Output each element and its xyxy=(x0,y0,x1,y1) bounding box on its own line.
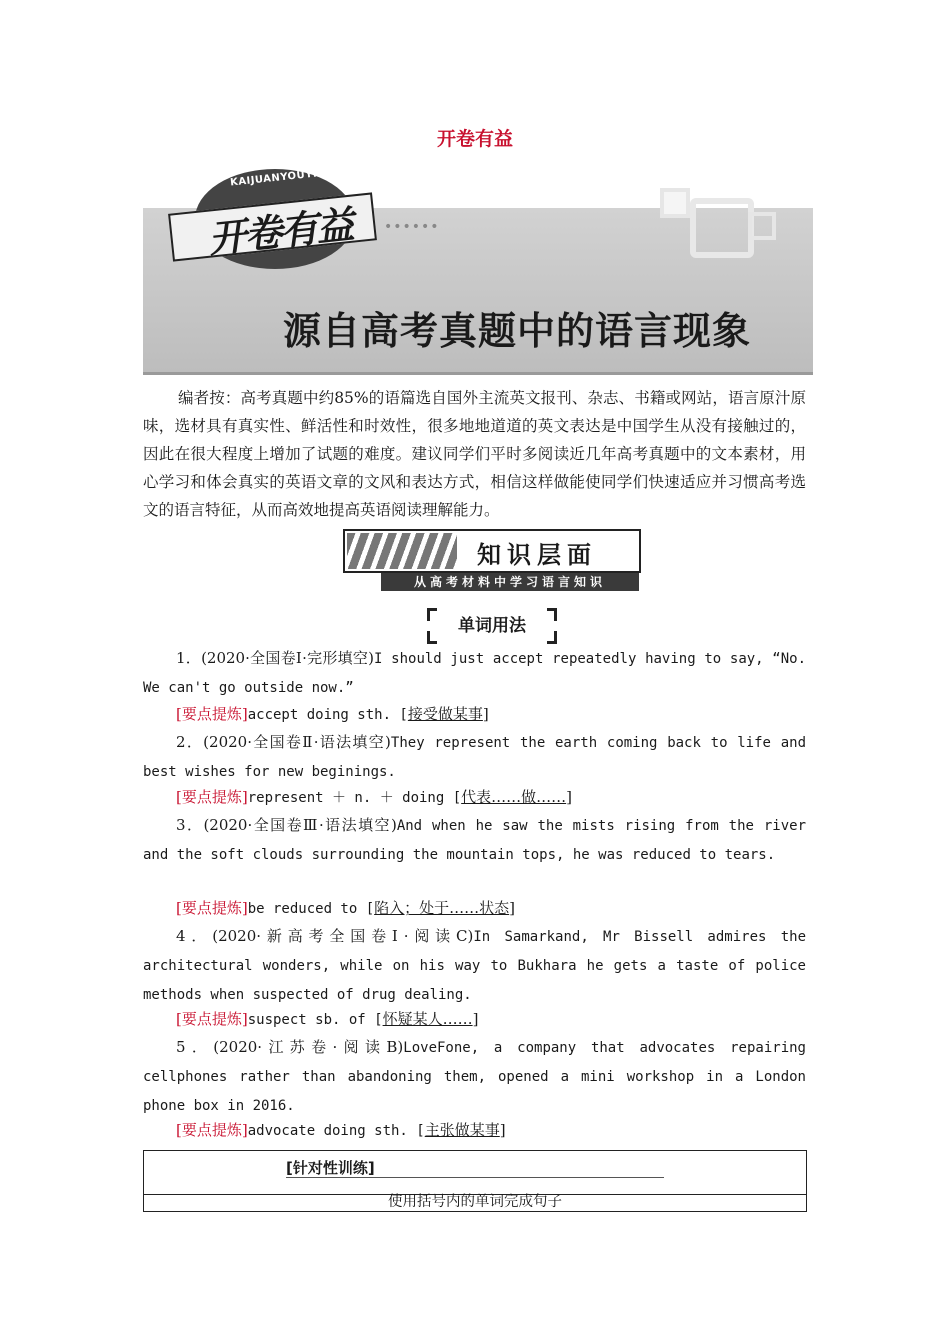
practice-instruction: 使用括号内的单词完成句子 xyxy=(388,1194,562,1210)
section-header xyxy=(343,529,639,591)
item-source: (2020·新高考全国卷Ⅰ·阅读C) xyxy=(212,927,474,945)
stripes-decoration xyxy=(347,533,457,569)
section-subtitle: 从高考材料中学习语言知识 xyxy=(381,573,639,591)
item-sentence: And when he saw the mists rising from the river and the soft clouds surrounding the mountain tops, he was reduced to tears. xyxy=(143,818,806,863)
bracket-corner xyxy=(427,608,437,621)
logo-pinyin: KAIJUANYOUYI xyxy=(229,168,318,189)
list-item xyxy=(143,644,806,702)
key-point-answer: 代表……做…… xyxy=(461,788,567,806)
key-point-tag: [要点提炼] xyxy=(176,788,248,806)
decor-square-icon xyxy=(690,198,754,258)
list-item xyxy=(143,811,806,869)
key-point-end: ] xyxy=(482,705,489,723)
bracket-corner xyxy=(547,608,557,621)
item-source: (2020·全国卷Ⅲ·语法填空) xyxy=(203,816,397,834)
item-sentence: LoveFone, a company that advocates repairing cellphones rather than abandoning them, opened a mini workshop in a London phone box in 2016. xyxy=(143,1040,806,1114)
key-point-answer: 陷入；处于……状态 xyxy=(374,899,510,917)
key-point-end: ] xyxy=(509,899,516,917)
list-item xyxy=(143,922,806,1009)
dots-decoration: •••••• xyxy=(384,219,440,235)
page-title: 开卷有益 xyxy=(436,128,513,150)
item-sentence: In Samarkand, Mr Bissell admires the architectural wonders, while on his way to Bukhara he gets a taste of police methods when suspected of drug dealing. xyxy=(143,929,806,1003)
bracket-corner xyxy=(547,631,557,644)
key-point-phrase: be reduced to [ xyxy=(247,901,375,917)
list-item xyxy=(143,1033,806,1120)
item-number: 2． xyxy=(176,733,204,751)
key-point xyxy=(176,700,489,729)
key-point-end: ] xyxy=(566,788,573,806)
key-point xyxy=(176,783,572,812)
key-point-tag: [要点提炼] xyxy=(176,705,248,723)
bracket-corner xyxy=(427,631,437,644)
key-point-tag: [要点提炼] xyxy=(176,1121,248,1139)
key-point-answer: 接受做某事 xyxy=(407,705,483,723)
section-box xyxy=(343,529,641,573)
key-point-phrase: advocate doing sth. [ xyxy=(247,1123,425,1139)
subsection-title: 单词用法 xyxy=(458,616,526,636)
decor-square-icon xyxy=(660,188,690,218)
item-number: 3． xyxy=(176,816,204,834)
subsection-header xyxy=(427,608,557,644)
item-source: (2020·江苏卷·阅读B) xyxy=(213,1038,404,1056)
item-source: (2020·全国卷Ⅰ·完形填空) xyxy=(201,649,375,667)
practice-header-row xyxy=(144,1151,806,1195)
key-point-tag: [要点提炼] xyxy=(176,899,248,917)
list-item xyxy=(143,728,806,786)
key-point-end: ] xyxy=(499,1121,506,1139)
key-point-tag: [要点提炼] xyxy=(176,1010,248,1028)
item-number: 1． xyxy=(176,649,202,667)
item-source: (2020·全国卷Ⅱ·语法填空) xyxy=(203,733,391,751)
key-point xyxy=(176,894,515,923)
key-point xyxy=(176,1116,506,1145)
item-number: 4． xyxy=(176,927,213,945)
banner-subtitle: 源自高考真题中的语言现象 xyxy=(283,308,752,353)
divider xyxy=(286,1177,664,1178)
banner-logo xyxy=(170,165,385,275)
logo-text: 开卷有益 xyxy=(206,202,355,262)
item-number: 5． xyxy=(176,1038,214,1056)
practice-heading: [针对性训练] xyxy=(286,1159,375,1177)
key-point-answer: 主张做某事 xyxy=(424,1121,500,1139)
key-point-answer: 怀疑某人…… xyxy=(382,1010,473,1028)
practice-table xyxy=(143,1150,807,1212)
item-sentence: I should just accept repeatedly having to say, “No. We can't go outside now.” xyxy=(143,651,807,696)
key-point-end: ] xyxy=(472,1010,479,1028)
key-point xyxy=(176,1005,478,1034)
key-point-phrase: suspect sb. of [ xyxy=(247,1012,383,1028)
key-point-phrase: accept doing sth. [ xyxy=(247,707,408,723)
editor-note: 编者按：高考真题中约85%的语篇选自国外主流英文报刊、杂志、书籍或网站，语言原汁原味，选材具有真实性、鲜活性和时效性，很多地地道道的英文表达是中国学生从没有接触过的，因此在很大程度上增加了试题的难度。建议同学们平时多阅读近几年高考真题中的文本素材，用心学习和体会真实的英语文章的文风和表达方式，相信这样做能使同学们快速适应并习惯高考选文的语言特征，从而高效地提高英语阅读理解能力。 xyxy=(143,389,806,519)
item-sentence: They represent the earth coming back to life and best wishes for new beginings. xyxy=(143,735,806,780)
decor-square-icon xyxy=(748,212,776,240)
section-title: 知识层面 xyxy=(477,541,597,569)
key-point-phrase: represent ＋ n. ＋ doing [ xyxy=(247,790,462,806)
